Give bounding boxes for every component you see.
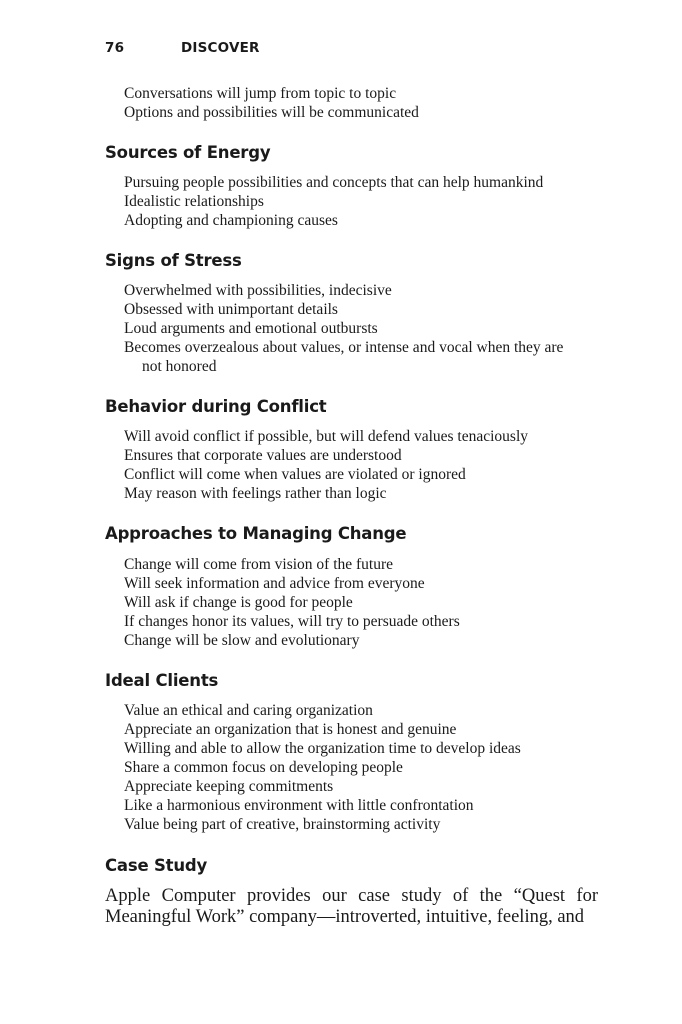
section-heading-case-study: Case Study <box>105 856 208 875</box>
section-heading-behavior-during-conflict: Behavior during Conflict <box>105 397 327 416</box>
list-item: Appreciate an organization that is honest and genuine <box>124 721 457 738</box>
list-item: If changes honor its values, will try to persuade others <box>124 613 460 630</box>
list-item: Obsessed with unimportant details <box>124 301 338 318</box>
list-item: Share a common focus on developing people <box>124 759 403 776</box>
list-item: Ensures that corporate values are understood <box>124 447 402 464</box>
approaches-to-managing-change-list <box>124 555 614 650</box>
list-item: Becomes overzealous about values, or intense and vocal when they are <box>124 339 564 356</box>
list-item: Change will be slow and evolutionary <box>124 632 360 649</box>
section-heading-sources-of-energy: Sources of Energy <box>105 143 271 162</box>
list-item: Like a harmonious environment with little confrontation <box>124 797 474 814</box>
list-item: Will ask if change is good for people <box>124 594 353 611</box>
list-item: May reason with feelings rather than logic <box>124 485 387 502</box>
signs-of-stress-list <box>124 281 614 376</box>
list-item: Adopting and championing causes <box>124 212 338 229</box>
list-item: Options and possibilities will be communicated <box>124 104 419 121</box>
list-item: Loud arguments and emotional outbursts <box>124 320 378 337</box>
list-item: Value being part of creative, brainstorming activity <box>124 816 441 833</box>
section-heading-approaches-to-managing-change: Approaches to Managing Change <box>105 524 407 543</box>
list-item: Conversations will jump from topic to topic <box>124 85 397 102</box>
section-heading-ideal-clients: Ideal Clients <box>105 671 219 690</box>
case-study-paragraph: Apple Computer provides our case study of the “Quest for Meaningful Work” company—introverted, intuitive, feeling, and <box>105 886 598 927</box>
behavior-during-conflict-list <box>124 427 614 503</box>
list-item: Will avoid conflict if possible, but will defend values tenaciously <box>124 428 529 445</box>
intro-list <box>124 84 614 122</box>
sources-of-energy-list <box>124 173 614 230</box>
list-item: Willing and able to allow the organization time to develop ideas <box>124 740 521 757</box>
list-item: Idealistic relationships <box>124 193 264 210</box>
running-head <box>105 40 260 56</box>
list-item-continuation: not honored <box>142 358 217 375</box>
page-number: 76 <box>105 40 125 56</box>
list-item: Appreciate keeping commitments <box>124 778 334 795</box>
list-item: Value an ethical and caring organization <box>124 702 373 719</box>
list-item: Will seek information and advice from everyone <box>124 575 425 592</box>
list-item: Pursuing people possibilities and concepts that can help humankind <box>124 174 544 191</box>
list-item: Overwhelmed with possibilities, indecisive <box>124 282 392 299</box>
section-heading-signs-of-stress: Signs of Stress <box>105 251 242 270</box>
chapter-title: DISCOVER <box>181 40 260 56</box>
list-item: Conflict will come when values are violated or ignored <box>124 466 466 483</box>
ideal-clients-list <box>124 701 614 834</box>
list-item: Change will come from vision of the future <box>124 556 394 573</box>
